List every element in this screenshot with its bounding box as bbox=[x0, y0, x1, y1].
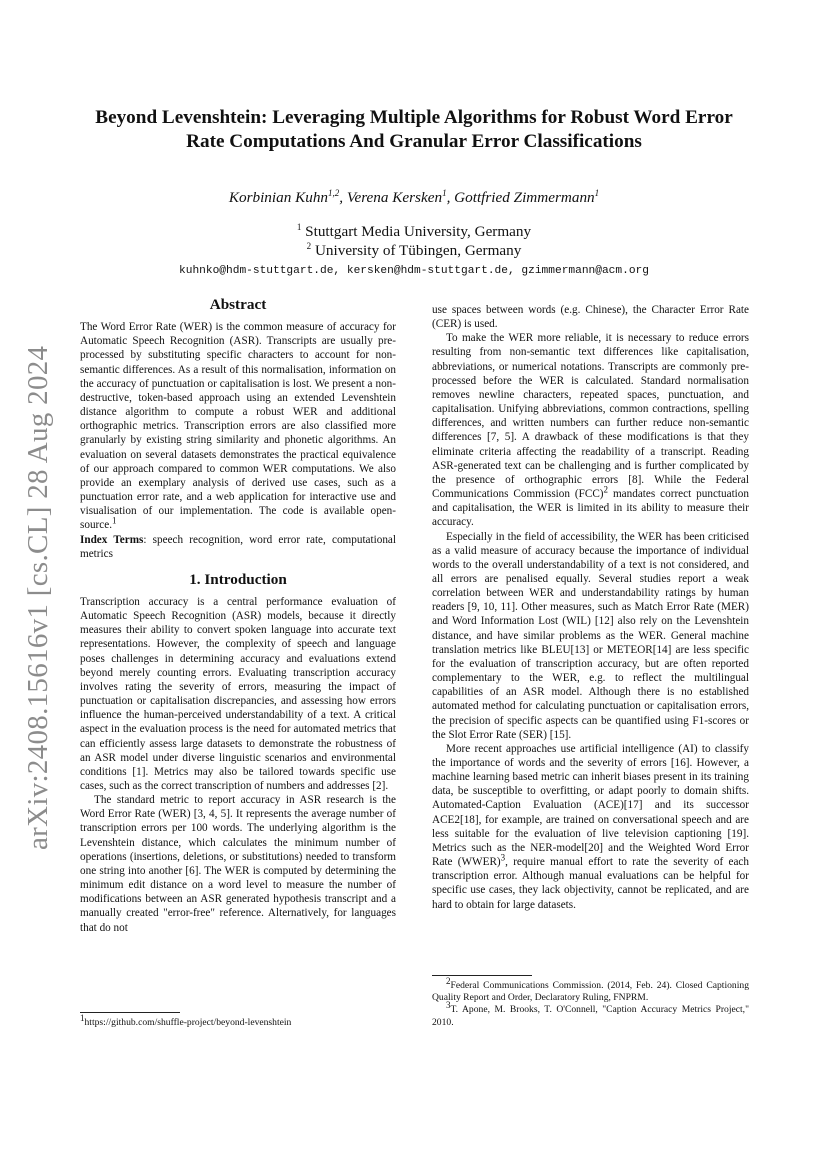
affiliation-text: Stuttgart Media University, Germany bbox=[301, 223, 532, 240]
footnote-mark[interactable]: 3 bbox=[500, 852, 506, 863]
affiliation-text: University of Tübingen, Germany bbox=[311, 242, 522, 259]
paragraph-text: mandates correct punctuation and capitalisation, the WER is limited in its ability to measure their accuracy. bbox=[432, 488, 749, 529]
body-paragraph bbox=[432, 742, 749, 912]
section-heading-introduction: 1. Introduction bbox=[189, 570, 287, 588]
intro-paragraph: The standard metric to report accuracy in ASR research is the Word Error Rate (WER) [3, 4, 5]. It represents the average number of transcription errors per 100 words. The underlying algorithm is the Levenshtein distance, which calculates the minimum number of operations (insertions, deletions, or substitutions) needed to transform one string into another [6]. The WER is computed by determining the minimum edit distance on a word level to measure the number of modifications between an ASR generated hypothesis transcript and a manually created "error-free" reference. Alternatively, for languages that do not bbox=[80, 794, 396, 934]
affiliation bbox=[80, 242, 748, 260]
footnote bbox=[80, 1012, 396, 1029]
footnote-number: 2 bbox=[446, 975, 451, 986]
intro-paragraph: Transcription accuracy is a central performance evaluation of Automatic Speech Recognition (ASR) models, because it directly measures their ability to convert spoken language into accurate text representations. However, the complexity of speech and language poses challenges in determining accuracy and evaluations extend beyond merely counting errors. Evaluating transcription accuracy involves rating the severity of errors, measuring the impact of punctuation or capitalisation discrepancies, and assessing how errors influence the human-perceived understandability of a text. A critical aspect in the evaluation process is the need for automated metrics that can efficiently assess large datasets to demonstrate the robustness of an ASR model under diverse linguistic scenarios and environmental conditions [1]. Metrics may also be tailored towards specific use cases, such as the correct transcription of numbers and addresses [2]. bbox=[80, 595, 396, 792]
paragraph-text: More recent approaches use artificial intelligence (AI) to classify the importance of words and the severity of errors [16]. However, a machine learning based metric can inherit biases present in its training data, be susceptible to overfitting, or adapt poorly to domain shifts. Automated-Caption Evaluation (ACE)[17] and its successor ACE2[18], for example, are trained on conversational speech and are less suitable for the evaluation of live television captioning [19]. Metrics such as the NER-model[20] and the Weighted Word Error Rate (WWER) bbox=[432, 742, 749, 869]
footnote-text: T. Apone, M. Brooks, T. O'Connell, "Caption Accuracy Metrics Project," 2010. bbox=[432, 1004, 749, 1028]
abstract-body: The Word Error Rate (WER) is the common measure of accuracy for Automatic Speech Recognition (ASR). Transcripts are usually pre-processed by substituting specific characters to account for non-semantic differences. As a result of this normalisation, information on the accuracy of punctuation or capitalisation is lost. We present a non-destructive, token-based approach using an extended Levenshtein distance algorithm to compute a robust WER and additional orthographic metrics. Transcription errors are also classified more granularly by existing string similarity and phonetic algorithms. An evaluation on several datasets demonstrates the practical equivalence of our approach compared to common WER computations. We also provide an exemplary analysis of derived use cases, such as a punctuation error rate, and a web application for interactive use and visualisation of our implementation. The code is available open-source. bbox=[80, 321, 396, 532]
abstract-heading: Abstract bbox=[209, 296, 267, 313]
paper-title: Beyond Levenshtein: Leveraging Multiple Algorithms for Robust Word Error Rate Computations And Granular Error Classifications bbox=[95, 107, 733, 152]
paragraph-text: , require manual effort to rate the severity of each transcription error. Although manual evaluations can be helpful for specific use cases, they lack objectivity, cannot be replicated, and are hard to obtain for large datasets. bbox=[432, 856, 749, 911]
arxiv-stamp: arXiv:2408.15616v1 [cs.CL] 28 Aug 2024 bbox=[22, 345, 54, 850]
footnote-rule bbox=[80, 1012, 180, 1013]
footnotes-right bbox=[432, 975, 749, 1029]
affiliation-mark: 1 bbox=[296, 221, 302, 232]
right-column bbox=[432, 303, 749, 912]
body-paragraph bbox=[432, 331, 749, 529]
index-terms-label: Index Terms bbox=[80, 533, 144, 546]
author-name: Verena Kersken bbox=[346, 189, 443, 206]
footnote bbox=[432, 975, 749, 1004]
footnote-number: 1 bbox=[80, 1012, 85, 1023]
author-separator: , bbox=[446, 189, 455, 206]
author-name: Gottfried Zimmermann bbox=[454, 189, 595, 206]
index-terms bbox=[80, 533, 396, 561]
body-paragraph: Especially in the field of accessibility, the WER has been criticised as a valid measure of accuracy because the importance of individual words to the overall understandability of a text is not considered, and all errors are penalised equally. Several studies report a weak correlation between WER and understandability ratings by human readers [9, 10, 11]. Other measures, such as Match Error Rate (MER) and Word Information Lost (WIL) [12] also rely on the Levenshtein distance, and have similar problems as the WER. General machine translation metrics like BLEU[13] or METEOR[14] are less specific for the evaluation of transcription accuracy, but are often reported complementary to the WER, e.g. to reflect the multilingual capabilities of an ASR model. Although there is no established automated method for calculating punctuation or capitalisation errors, the precision of specific aspects can be quantified using F1-scores or the Slot Error Rate (SER) [15]. bbox=[432, 530, 749, 741]
left-column bbox=[80, 298, 396, 935]
author-name: Korbinian Kuhn bbox=[228, 189, 329, 206]
paragraph-text: To make the WER more reliable, it is necessary to reduce errors resulting from non-semantic text differences like capitalisation, abbreviations, or numerical notations. Transcripts are commonly pre-processed before the WER is calculated. Standard normalisation removes newline characters, repeated spaces, punctuation, and capitalisation. Unifying abbreviations, common contractions, spelling differences, and written numbers can further reduce non-semantic differences [7, 5]. A drawback of these modifications is that they eliminate criteria affecting the readability of a transcript. Reading ASR-generated text can be challenging and is further complicated by the presence of orthographic errors [8]. While the Federal Communications Commission (FCC) bbox=[432, 332, 749, 501]
footnote-link[interactable]: https://github.com/shuffle-project/beyond-levenshtein bbox=[84, 1017, 292, 1028]
footnotes-left bbox=[80, 1012, 396, 1029]
author-separator: , bbox=[339, 189, 347, 206]
footnote-number: 3 bbox=[446, 1000, 451, 1011]
author-emails[interactable]: kuhnko@hdm-stuttgart.de, kersken@hdm-stuttgart.de, gzimmermann@acm.org bbox=[179, 265, 649, 277]
affiliation bbox=[80, 223, 748, 241]
footnote bbox=[432, 1000, 749, 1028]
affiliation-mark: 2 bbox=[306, 240, 312, 251]
author-affil-mark: 1 bbox=[594, 187, 600, 198]
index-terms-text: : speech recognition, word error rate, computational metrics bbox=[80, 533, 396, 560]
author-affil-mark: 1 bbox=[442, 187, 447, 198]
body-paragraph: use spaces between words (e.g. Chinese), the Character Error Rate (CER) is used. bbox=[432, 304, 749, 331]
footnote-mark[interactable]: 2 bbox=[603, 484, 609, 495]
footnote-mark[interactable]: 1 bbox=[112, 515, 117, 526]
abstract-text bbox=[80, 320, 396, 532]
author-affil-mark: 1,2 bbox=[328, 187, 340, 198]
footnote-text: Federal Communications Commission. (2014, Feb. 24). Closed Captioning Quality Report and Order, Declaratory Ruling, FNPRM. bbox=[432, 980, 749, 1004]
author-list bbox=[80, 189, 748, 207]
